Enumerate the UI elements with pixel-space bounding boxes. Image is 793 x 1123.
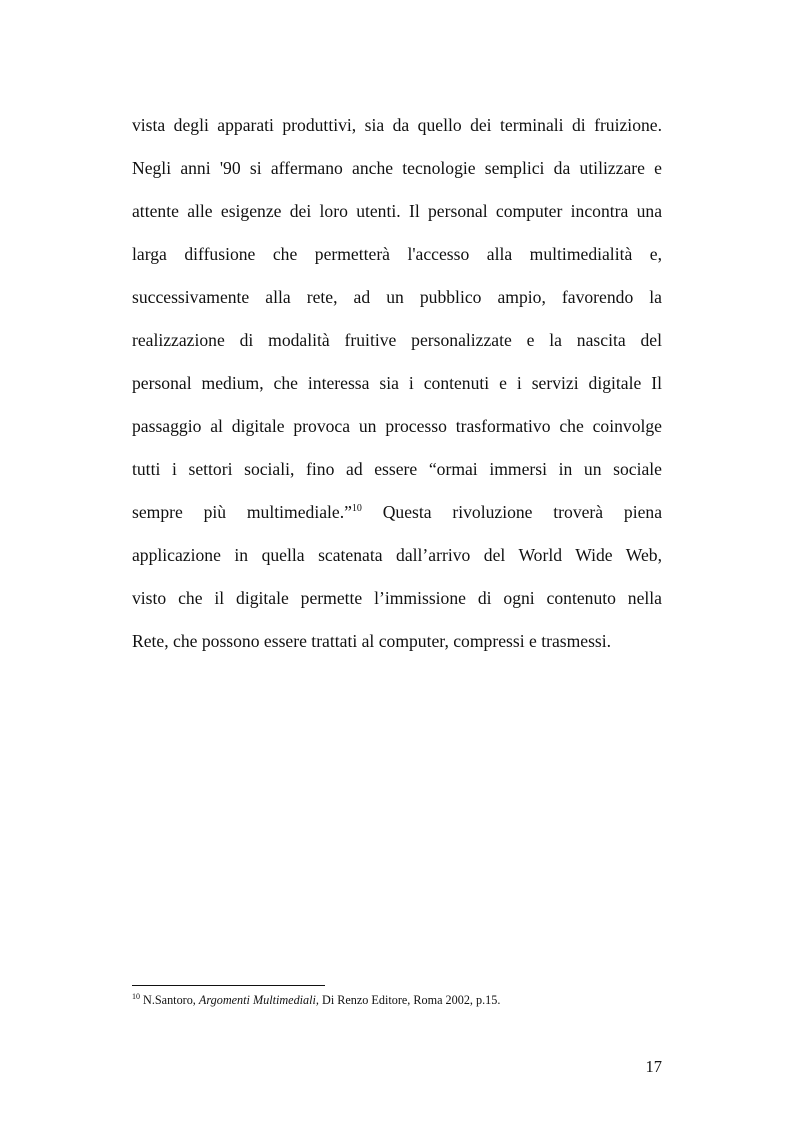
text-line: Rete, che possono essere trattati al computer, compressi e trasmessi. [132,631,612,651]
text-line: passaggio al digitale provoca un processo trasformativo che coinvolge [132,416,662,436]
text-line-with-footnote-ref [132,491,662,534]
text-line: Negli anni '90 si affermano anche tecnologie semplici da utilizzare e [132,158,662,178]
footnote-number: 10 [132,992,140,1001]
text-line: attente alle esigenze dei loro utenti. Il personal computer incontra una [132,201,662,221]
text-line: personal medium, che interessa sia i contenuti e i servizi digitale Il [132,373,662,393]
text-line: larga diffusione che permetterà l'accesso alla multimedialità e, [132,244,662,264]
footnote-reference[interactable]: 10 [351,503,362,514]
body-text [132,104,662,663]
footnote-publication: Di Renzo Editore, Roma 2002, p.15. [318,993,501,1007]
text-segment: Questa rivoluzione troverà piena [361,502,662,522]
footnote-divider [132,985,325,986]
text-line: visto che il digitale permette l’immissione di ogni contenuto nella [132,588,662,608]
footnote-author: N.Santoro, [140,993,199,1007]
text-line: successivamente alla rete, ad un pubblico ampio, favorendo la [132,287,662,307]
footnote-title: Argomenti Multimediali, [198,993,319,1007]
footnote [132,992,500,1008]
text-segment: sempre più multimediale.” [132,502,352,522]
text-line: applicazione in quella scatenata dall’arrivo del World Wide Web, [132,545,662,565]
text-line: vista degli apparati produttivi, sia da quello dei terminali di fruizione. [132,115,662,135]
page-number: 17 [645,1057,662,1076]
text-line: realizzazione di modalità fruitive personalizzate e la nascita del [132,330,662,350]
text-line: tutti i settori sociali, fino ad essere “ormai immersi in un sociale [132,459,662,479]
